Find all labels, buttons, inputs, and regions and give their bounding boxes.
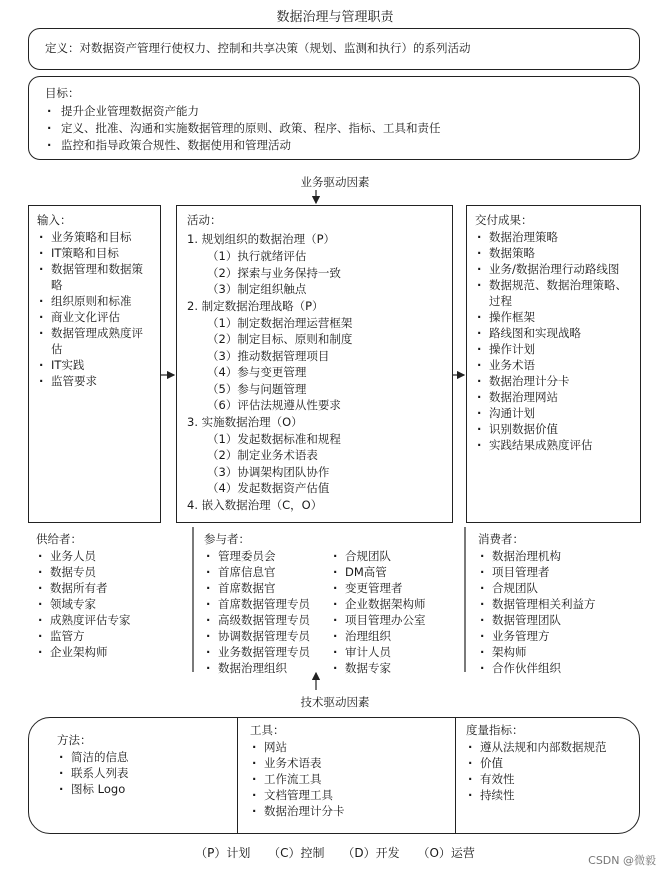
metric-item: · 持续性 — [466, 787, 625, 803]
deliverable-item: · 识别数据价值 — [475, 421, 632, 437]
deliverable-item: · 实践结果成熟度评估 — [475, 437, 632, 453]
consumer-item: · 合规团队 — [478, 580, 637, 596]
deliverables-label: 交付成果： — [475, 213, 533, 227]
activity-sub: （1）执行就绪评估 — [207, 249, 307, 263]
activities-box — [176, 205, 453, 523]
activity-sub: （2）制定目标、原则和制度 — [207, 332, 353, 346]
activity-title: 2. 制定数据治理战略（P） — [187, 298, 324, 313]
deliverable-item: · 数据规范、数据治理策略、过程 — [475, 277, 632, 309]
input-item: · 组织原则和标准 — [37, 293, 152, 309]
participant-item: · 首席数据官 — [204, 580, 331, 596]
supplier-item: · 领域专家 — [36, 596, 180, 612]
goal-item: · 提升企业管理数据资产能力 — [45, 103, 623, 120]
deliverable-item: · 数据治理网站 — [475, 389, 632, 405]
goals-label: 目标： — [45, 86, 80, 100]
inputs-label: 输入： — [37, 213, 72, 227]
metric-item: · 有效性 — [466, 771, 625, 787]
deliverable-item: · 操作计划 — [475, 341, 632, 357]
supplier-item: · 企业架构师 — [36, 644, 180, 660]
deliverables-box — [466, 205, 641, 523]
participant-item: · 项目管理办公室 — [331, 612, 458, 628]
metrics-section — [455, 718, 639, 833]
participant-item: · 治理组织 — [331, 628, 458, 644]
participant-item: · 协调数据管理专员 — [204, 628, 331, 644]
activities-label: 活动： — [187, 213, 222, 227]
legend-item: （C）控制 — [268, 846, 325, 860]
input-item: · 监管要求 — [37, 373, 152, 389]
participants-section — [196, 527, 466, 680]
deliverable-item: · 路线图和实现战略 — [475, 325, 632, 341]
goals-box — [28, 76, 640, 160]
legend-item: （O）运营 — [417, 846, 475, 860]
activity-sub: （5）参与问题管理 — [207, 381, 307, 396]
consumer-item: · 数据治理机构 — [478, 548, 637, 564]
tools-section — [237, 718, 455, 833]
consumer-item: · 数据管理团队 — [478, 612, 637, 628]
tech-drivers-label: 技术驱动因素 — [300, 695, 370, 709]
activity-title: 1. 规划组织的数据治理（P） — [187, 232, 336, 246]
diagram-title: 数据治理与管理职责 — [276, 10, 394, 25]
input-item: · 数据管理和数据策略 — [37, 261, 152, 293]
consumer-item: · 数据管理相关利益方 — [478, 596, 637, 612]
activity-sub: （2）探索与业务保持一致 — [207, 265, 341, 280]
supplier-item: · 业务人员 — [36, 548, 180, 564]
activity-sub: （6）评估法规遵从性要求 — [207, 398, 341, 412]
deliverable-item: · 数据治理计分卡 — [475, 373, 632, 389]
method-item: · 图标 Logo — [57, 781, 223, 797]
tool-item: · 工作流工具 — [250, 771, 441, 787]
participant-item: · 数据治理组织 — [204, 660, 331, 676]
deliverable-item: · 数据治理策略 — [475, 229, 632, 245]
legend — [0, 844, 670, 861]
participant-item: · 变更管理者 — [331, 580, 458, 596]
activity-group — [187, 414, 442, 497]
activity-group — [187, 298, 442, 414]
metric-item: · 遵从法规和内部数据规范 — [466, 739, 625, 755]
participant-item: · 合规团队 — [331, 548, 458, 564]
activity-group — [187, 497, 442, 514]
consumer-item: · 业务管理方 — [478, 628, 637, 644]
activity-sub: （1）制定数据治理运营框架 — [207, 315, 353, 330]
methods-section — [29, 718, 237, 833]
participant-item: · DM高管 — [331, 564, 458, 580]
activity-group — [187, 231, 442, 298]
method-item: · 联系人列表 — [57, 765, 223, 781]
business-drivers-label: 业务驱动因素 — [300, 175, 370, 189]
consumer-item: · 项目管理者 — [478, 564, 637, 580]
tool-item: · 业务术语表 — [250, 755, 441, 771]
activity-sub: （2）制定业务术语表 — [207, 448, 318, 462]
deliverable-item: · 业务/数据治理行动路线图 — [475, 261, 632, 277]
definition-box: 定义：对数据资产管理行使权力、控制和共享决策（规划、监测和执行）的系列活动 — [28, 28, 640, 70]
legend-item: （P）计划 — [195, 846, 251, 860]
tools-label: 工具： — [250, 723, 285, 737]
goal-item: · 定义、批准、沟通和实施数据管理的原则、政策、程序、指标、工具和责任 — [45, 120, 623, 137]
supplier-item: · 数据专员 — [36, 564, 180, 580]
participant-item: · 首席信息官 — [204, 564, 331, 580]
activity-sub: （4）参与变更管理 — [207, 365, 307, 379]
participant-item: · 首席数据管理专员 — [204, 596, 331, 612]
participants-label: 参与者： — [204, 532, 250, 546]
input-item: · IT实践 — [37, 357, 152, 373]
metric-item: · 价值 — [466, 755, 625, 771]
participant-item: · 业务数据管理专员 — [204, 644, 331, 660]
goal-item: · 监控和指导政策合规性、数据使用和管理活动 — [45, 137, 623, 154]
activity-title: 4. 嵌入数据治理（C，O） — [187, 497, 323, 512]
participant-item: · 高级数据管理专员 — [204, 612, 331, 628]
activity-sub: （1）发起数据标准和规程 — [207, 431, 341, 446]
activity-sub: （3）推动数据管理项目 — [207, 348, 330, 363]
tools-methods-metrics-box — [28, 717, 640, 834]
consumer-item: · 合作伙伴组织 — [478, 660, 637, 676]
activity-sub: （3）协调架构团队协作 — [207, 464, 330, 479]
participant-item: · 管理委员会 — [204, 548, 331, 564]
activity-title: 3. 实施数据治理（O） — [187, 414, 303, 429]
supplier-item: · 数据所有者 — [36, 580, 180, 596]
activity-sub: （4）发起数据资产估值 — [207, 481, 330, 495]
participant-item: · 数据专家 — [331, 660, 458, 676]
input-item: · 数据管理成熟度评估 — [37, 325, 152, 357]
watermark: CSDN @微毅 — [588, 854, 656, 867]
consumer-item: · 架构师 — [478, 644, 637, 660]
inputs-box — [28, 205, 161, 523]
consumers-section — [470, 527, 645, 680]
input-item: · 商业文化评估 — [37, 309, 152, 325]
input-item: · 业务策略和目标 — [37, 229, 152, 245]
deliverable-item: · 操作框架 — [475, 309, 632, 325]
consumers-label: 消费者： — [478, 532, 524, 546]
tool-item: · 文档管理工具 — [250, 787, 441, 803]
methods-label: 方法： — [57, 733, 92, 747]
tool-item: · 数据治理计分卡 — [250, 803, 441, 819]
supplier-item: · 成熟度评估专家 — [36, 612, 180, 628]
supplier-item: · 监管方 — [36, 628, 180, 644]
suppliers-section — [28, 527, 188, 664]
legend-item: （D）开发 — [342, 846, 400, 860]
activity-sub: （3）制定组织触点 — [207, 282, 307, 296]
participant-item: · 企业数据架构师 — [331, 596, 458, 612]
suppliers-label: 供给者： — [36, 532, 82, 546]
input-item: · IT策略和目标 — [37, 245, 152, 261]
metrics-label: 度量指标： — [466, 723, 524, 737]
deliverable-item: · 沟通计划 — [475, 405, 632, 421]
method-item: · 简洁的信息 — [57, 749, 223, 765]
participant-item: · 审计人员 — [331, 644, 458, 660]
deliverable-item: · 业务术语 — [475, 357, 632, 373]
deliverable-item: · 数据策略 — [475, 245, 632, 261]
tool-item: · 网站 — [250, 739, 441, 755]
